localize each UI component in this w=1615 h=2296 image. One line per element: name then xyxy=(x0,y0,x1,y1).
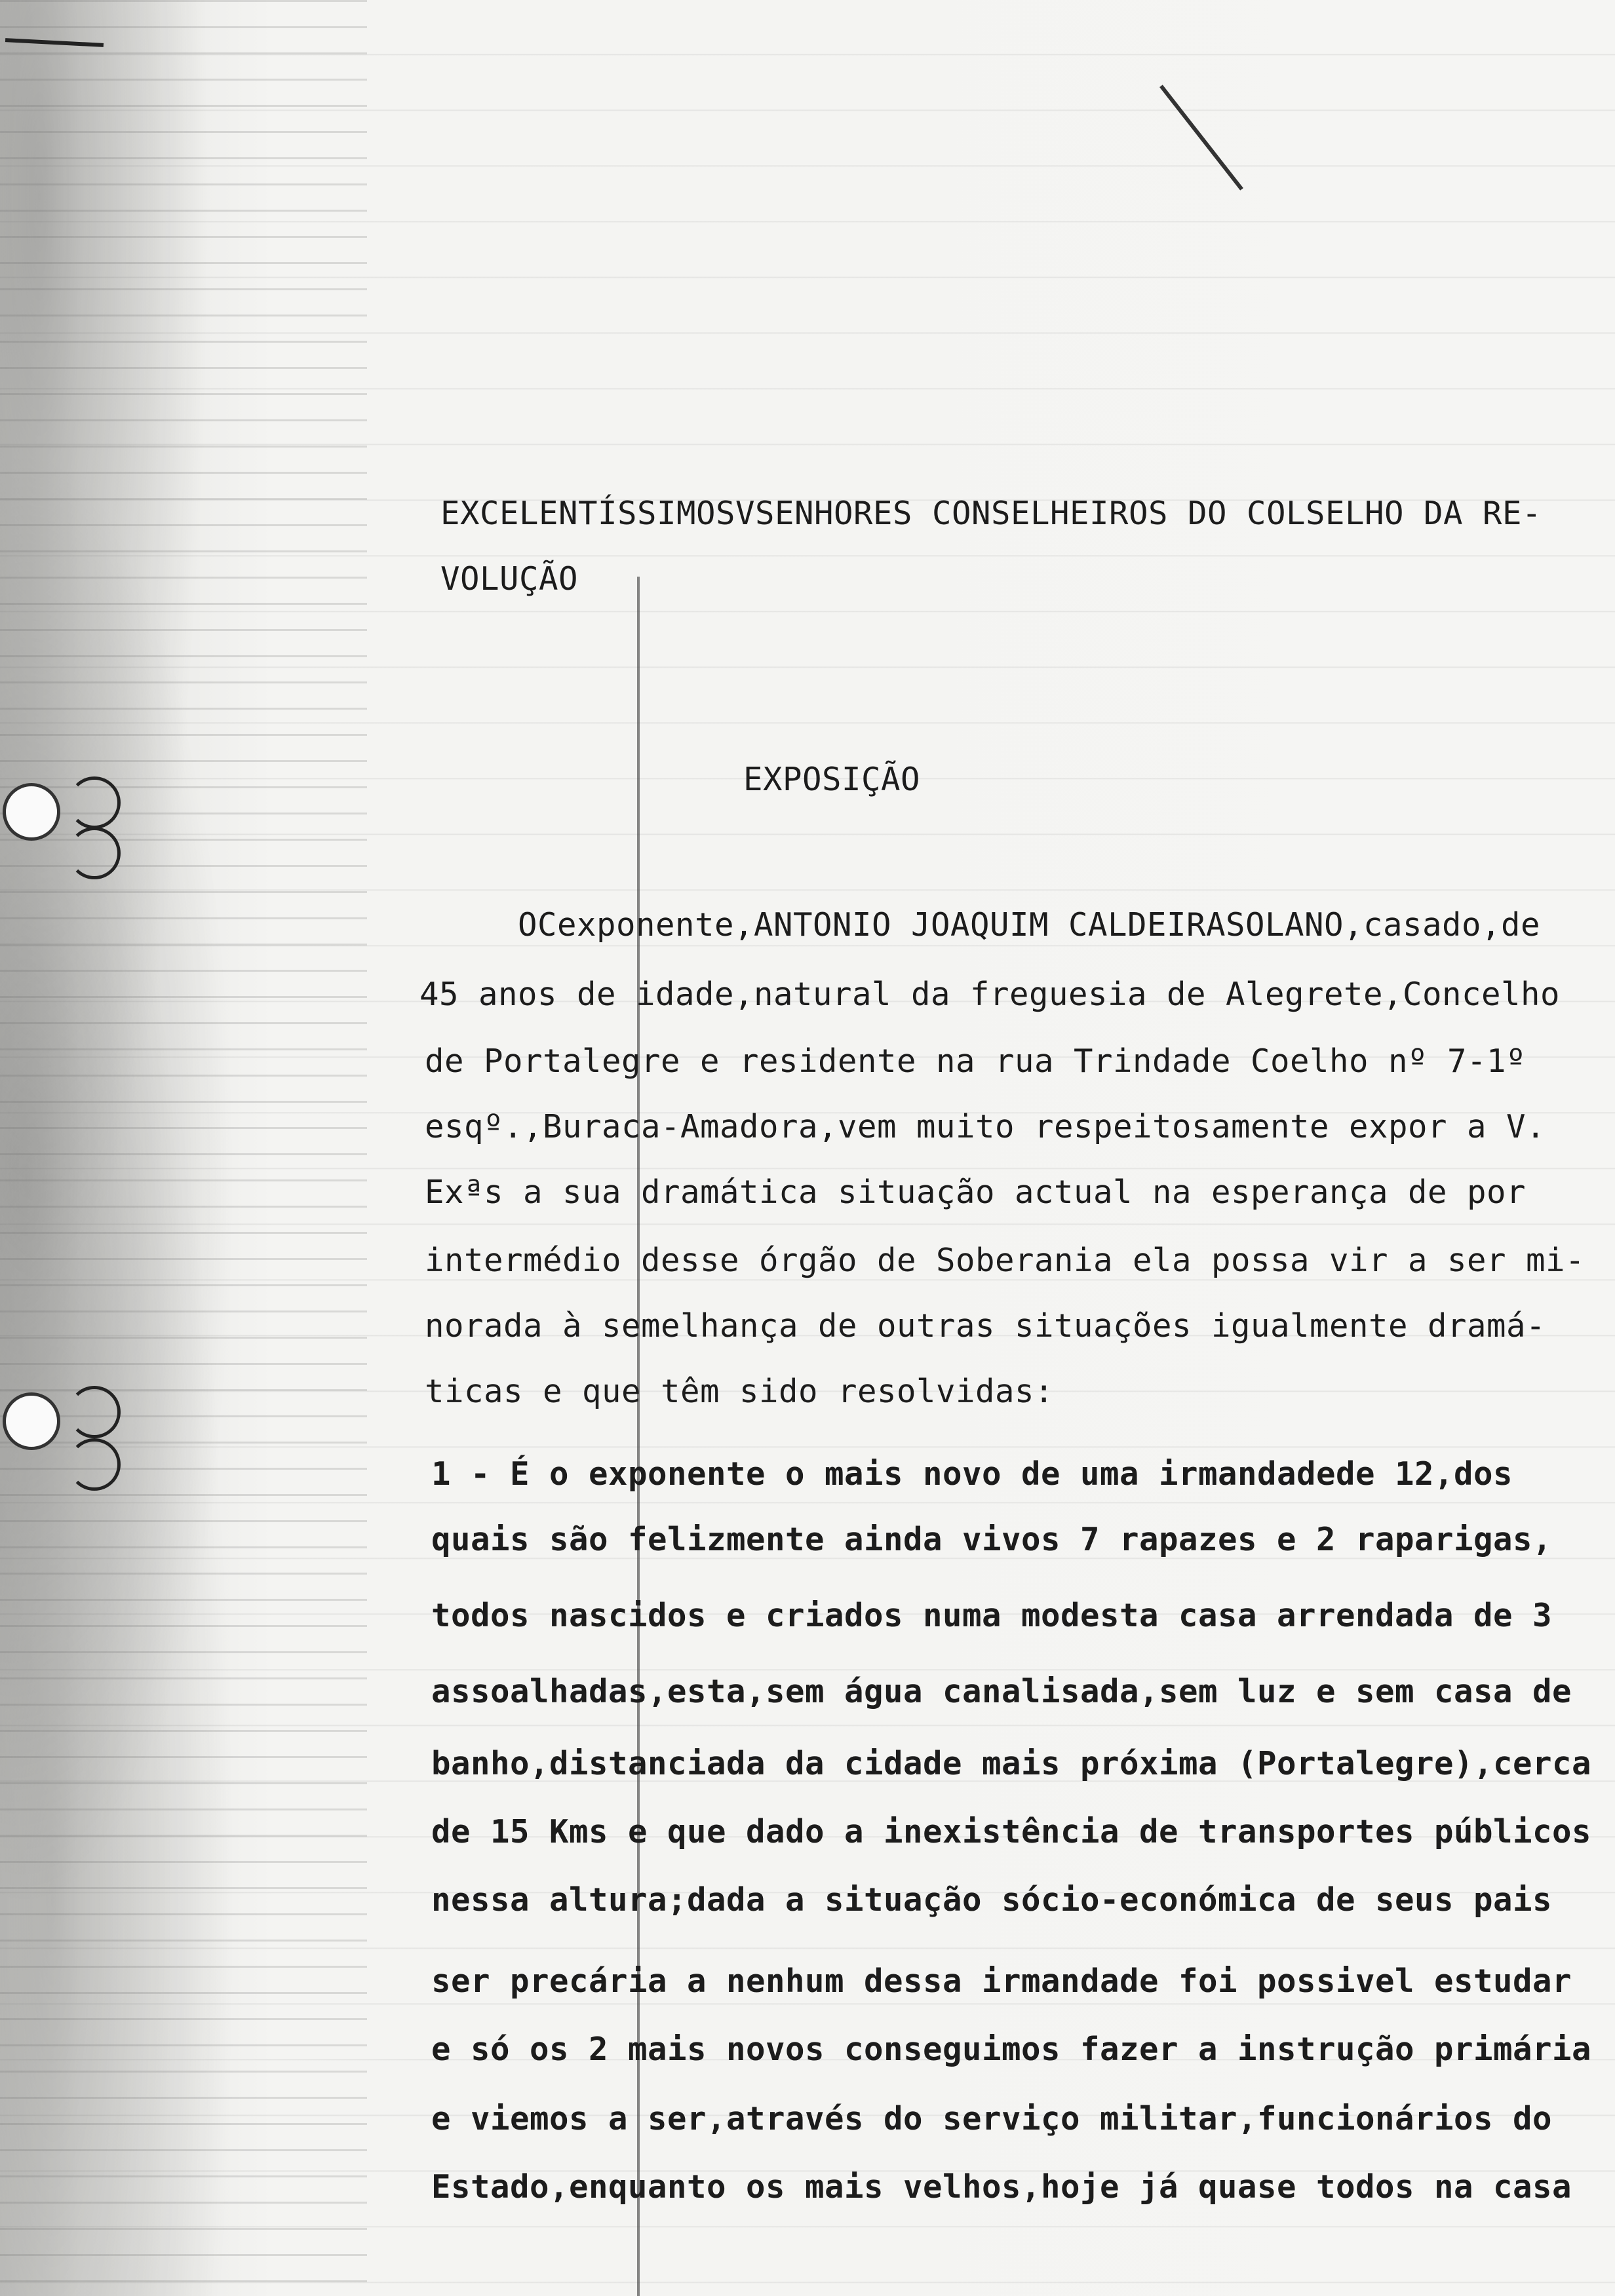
intro-line: intermédio desse órgão de Soberania ela possa vir a ser mi- xyxy=(425,1242,1586,1279)
punch-arc xyxy=(68,776,121,829)
punch-hole xyxy=(3,1392,60,1450)
point-line: Estado,enquanto os mais velhos,hoje já quase todos na casa xyxy=(431,2168,1572,2206)
intro-line: Exªs a sua dramática situação actual na esperança de por xyxy=(425,1174,1527,1211)
salutation-line: VOLUÇÃO xyxy=(440,560,579,598)
punch-hole xyxy=(3,783,60,841)
point-line: e só os 2 mais novos conseguimos fazer a instrução primária xyxy=(431,2031,1592,2068)
point-line: e viemos a ser,através do serviço militar,funcionários do xyxy=(431,2100,1553,2137)
point-line: assoalhadas,esta,sem água canalisada,sem luz e sem casa de xyxy=(431,1673,1572,1710)
intro-line: ticas e que têm sido resolvidas: xyxy=(425,1373,1055,1410)
intro-line: esqº.,Buraca-Amadora,vem muito respeitosamente expor a V. xyxy=(425,1108,1546,1145)
intro-line: de Portalegre e residente na rua Trindade Coelho nº 7-1º xyxy=(425,1043,1527,1080)
point-line: banho,distanciada da cidade mais próxima (Portalegre),cerca xyxy=(431,1745,1592,1782)
point-line: 1 - É o exponente o mais novo de uma irmandadede 12,dos xyxy=(431,1455,1513,1493)
point-line: ser precária a nenhum dessa irmandade foi possivel estudar xyxy=(431,1962,1572,2000)
salutation-line: EXCELENTÍSSIMOSVSENHORES CONSELHEIROS DO COLSELHO DA RE- xyxy=(440,495,1542,532)
intro-line: norada à semelhança de outras situações igualmente dramá- xyxy=(425,1307,1546,1345)
pen-scratch xyxy=(1159,85,1243,190)
punch-arc xyxy=(68,1386,121,1438)
punch-arc xyxy=(68,1438,121,1491)
point-line: todos nascidos e criados numa modesta casa arrendada de 3 xyxy=(431,1597,1553,1634)
point-line: nessa altura;dada a situação sócio-económica de seus pais xyxy=(431,1881,1553,1919)
scan-shadow-band xyxy=(0,0,367,2296)
intro-line: 45 anos de idade,natural da freguesia de Alegrete,Concelho xyxy=(419,976,1561,1013)
document-title: EXPOSIÇÃO xyxy=(743,761,921,798)
intro-line: OCexponente,ANTONIO JOAQUIM CALDEIRASOLANO,casado,de xyxy=(518,906,1541,944)
point-line: de 15 Kms e que dado a inexistência de transportes públicos xyxy=(431,1813,1592,1850)
point-line: quais são felizmente ainda vivos 7 rapazes e 2 raparigas, xyxy=(431,1521,1553,1558)
punch-arc xyxy=(68,827,121,879)
